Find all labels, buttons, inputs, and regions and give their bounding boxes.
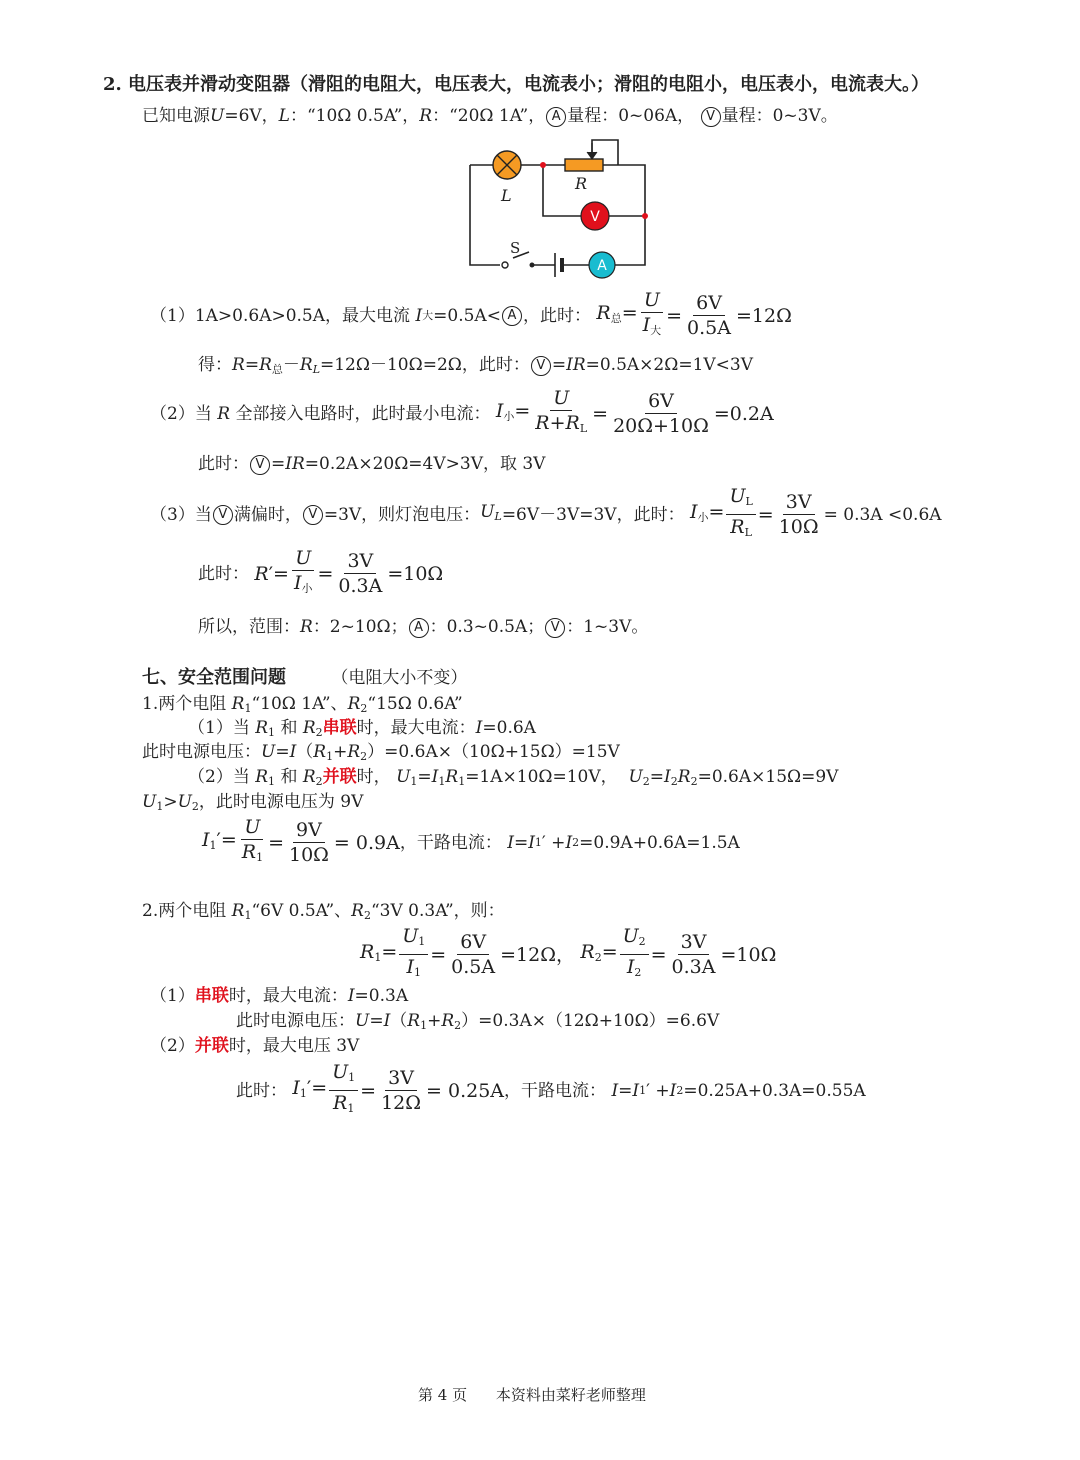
lamp-icon: [493, 151, 521, 179]
label-R: R: [575, 174, 588, 193]
solution-line-3: （3）当 V 满偏时， V =3V，则灯泡电压： $U_L$ =6V－3V=3V，此时： $I_小=$ $\frac{U_L}{R_L}$ = $\frac{3V}{10\Omega}$ = 0.3A <0.6A: [150, 485, 942, 539]
footer-credit: 本资料由菜籽老师整理: [495, 1386, 646, 1404]
circuit-diagram: [455, 132, 665, 282]
page-number: 第 4 页: [418, 1386, 468, 1404]
q2-part2: （2）并联时，最大电压 3V: [150, 1036, 360, 1056]
ammeter-symbol: A: [546, 107, 566, 127]
battery-icon: [555, 253, 562, 277]
q2-part1: （1）串联时，最大电流：I=0.3A: [150, 986, 409, 1006]
q1-current-formula: $I_1'=$ $\frac{U}{R_1}$ = $\frac{9V}{10\Omega}$ = 0.9A ，干路电流： I = I 1 ′ + I 2 =0.9A+0.6A=1.5A: [202, 816, 740, 866]
solution-line-3b: 此时： R′= $\frac{U}{I_小}$ = $\frac{3V}{0.3A}$ =10Ω: [198, 547, 444, 597]
ammeter-icon: [589, 252, 615, 278]
section7-heading-row: [142, 667, 467, 689]
q1-part1: （1）当 $R_1$ 和 $R_2$串联时，最大电流：I=0.6A: [188, 718, 536, 739]
q1-compare: $U_1>U_2$，此时电源电压为 9V: [142, 792, 364, 813]
junction-dot: [540, 162, 546, 168]
q1-statement: 1.两个电阻 $R_1“10\Omega$ 1A”、$R_2“15\Omega$ 0.6A”: [142, 694, 463, 715]
junction-dot: [642, 213, 648, 219]
page-footer: [418, 1384, 646, 1405]
svg-text:A: A: [597, 258, 607, 274]
q2-current-formula: 此时： $I_1'=$ $\frac{U_1}{R_1}$ = $\frac{3V}{12\Omega}$ = 0.25A ，干路电流： I = I 1 ′ + I 2 =0.25A+0.3A=0.55A: [236, 1061, 866, 1115]
section-heading: 2. 电压表并滑动变阻器（滑阻的电阻大，电压表大，电流表小；滑阻的电阻小，电压表小，电流表大。）: [103, 74, 930, 95]
voltmeter-symbol: V: [701, 107, 721, 127]
voltmeter-icon: [581, 202, 609, 230]
range-summary: 所以，范围：R：2~10Ω； A ：0.3~0.5A； V ：1~3V。: [198, 617, 649, 637]
q2-statement: 2.两个电阻 $R_1“6V$ 0.5A”、$R_2“3V$ 0.3A”，则：: [142, 901, 505, 922]
q2-voltage: 此时电源电压：$U=I(R_1+R_2)=0.3A\times(12\Omega+10\Omega)=6.6V$: [236, 1011, 720, 1032]
solution-line-1b: 得：$R=R_总-R_L=12\Omega-10\Omega=2\Omega$，此时： V =IR=0.5A×2Ω=1V<3V: [198, 355, 754, 376]
q2-resistance-formulas: $R_1=$ $\frac{U_1}{I_1}$ = $\frac{6V}{0.5A}$ =12Ω， $R_2=$ $\frac{U_2}{I_2}$ = $\frac{3V}{0.3A}$ =10Ω: [360, 925, 777, 979]
solution-line-2: （2）当 R 全部接入电路时，此时最小电流： $I_小=$ $\frac{U}{R+R_L}$ = $\frac{6V}{20\Omega+10\Omega}$ =0.2A: [150, 387, 774, 437]
section7-heading: 七、安全范围问题: [142, 667, 286, 688]
svg-text:V: V: [590, 209, 600, 225]
q1-voltage: 此时电源电压：$U=I(R_1+R_2)=0.6A\times(10\Omega+15\Omega)=15V$: [142, 742, 620, 763]
solution-line-2b: 此时： V =IR=0.2A×20Ω=4V>3V，取 3V: [198, 454, 546, 474]
solution-line-1: （1）1A>0.6A>0.5A，最大电流 I 大 =0.5A< A ，此时： $R_总=$ $\frac{U}{I_大}$ = $\frac{6V}{0.5A}$ =12Ω: [150, 289, 792, 339]
known-values-line: 已知电源U=6V，L：“10Ω 0.5A”，R：“20Ω 1A”， A 量程：0~06A， V 量程：0~3V。: [142, 106, 838, 126]
rheostat-icon: [565, 143, 603, 171]
section7-note: （电阻大小不变）: [331, 668, 468, 688]
q1-part2: （2）当 $R_1$ 和 $R_2$并联时， $U_1=I_1R_1=1A\times 10\Omega=10V$， $U_2=I_2R_2=0.6A\times 15\Omega=9V$: [188, 767, 839, 788]
label-L: L: [501, 186, 512, 205]
label-S: S: [510, 239, 521, 257]
switch-icon: [502, 262, 535, 268]
